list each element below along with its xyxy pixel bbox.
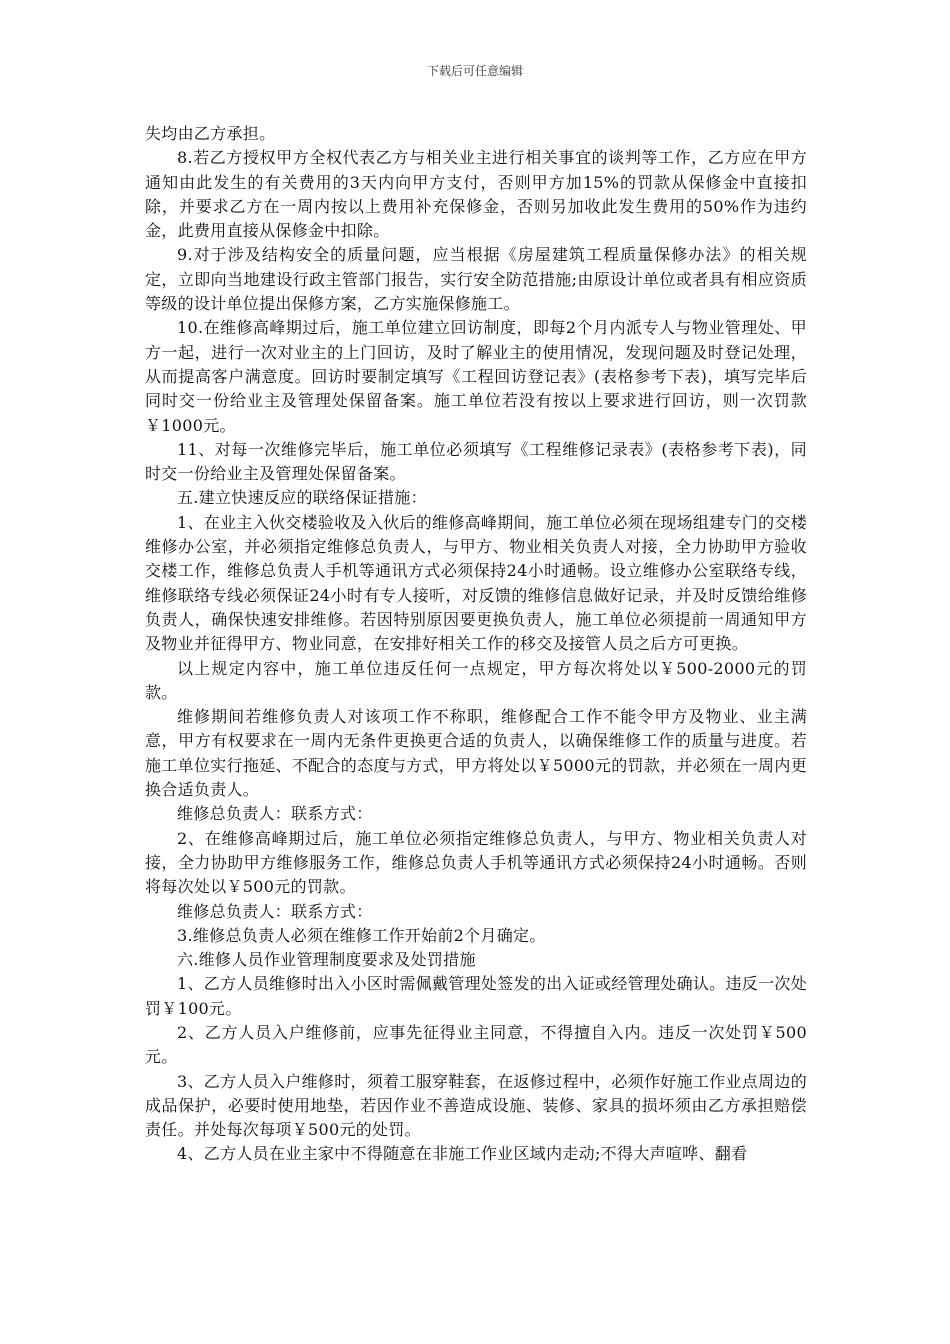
section-heading-5: 五.建立快速反应的联络保证措施：: [177, 488, 427, 508]
paragraph-5-2: 2、在维修高峰期过后，施工单位必须指定维修总负责人，与甲方、物业相关负责人对接，全力协助甲方维修服务工作，维修总负责人手机等通讯方式必须保持24小时通畅。否则将每次处以￥500元的罚款。: [145, 828, 807, 897]
paragraph-5-1: 1、在业主入伙交楼验收及入伙后的维修高峰期间，施工单位必须在现场组建专门的交楼维修办公室，并必须指定维修总负责人，与甲方、物业相关负责人对接，全力协助甲方验收交楼工作，维修总负责人手机等通讯方式必须保持24小时通畅。设立维修办公室联络专线，维修联络专线必须保证24小时有专人接听，对反馈的维修信息做好记录，并及时反馈给维修负责人，确保快速安排维修。若因特别原因要更换负责人，施工单位必须提前一周通知甲方及物业并征得甲方、物业同意，在安排好相关工作的移交及接管人员之后方可更换。: [145, 512, 807, 654]
section-heading-6: 六.维修人员作业管理制度要求及处罚措施: [177, 950, 476, 970]
contact-line: 维修总负责人：联系方式：: [177, 804, 373, 824]
paragraph-penalty-rule: 以上规定内容中，施工单位违反任何一点规定，甲方每次将处以￥500-2000元的罚款。: [145, 658, 807, 702]
paragraph-item-8: 8.若乙方授权甲方全权代表乙方与相关业主进行相关事宜的谈判等工作，乙方应在甲方通知由此发生的有关费用的3天内向甲方支付，否则甲方加15%的罚款从保修金中直接扣除，并要求乙方在一周内按以上费用补充保修金，否则另加收此发生费用的50%作为违约金，此费用直接从保修金中扣除。: [145, 148, 807, 241]
paragraph-item-9: 9.对于涉及结构安全的质量问题，应当根据《房屋建筑工程质量保修办法》的相关规定，立即向当地建设行政主管部门报告，实行安全防范措施;由原设计单位或者具有相应资质等级的设计单位提出保修方案，乙方实施保修施工。: [145, 245, 807, 314]
paragraph-item-11: 11、对每一次维修完毕后，施工单位必须填写《工程维修记录表》(表格参考下表)，同时交一份给业主及管理处保留备案。: [145, 439, 807, 484]
paragraph-continuation: 失均由乙方承担。: [145, 124, 276, 143]
page-header: 下载后可任意编辑: [426, 64, 523, 78]
paragraph-6-3: 3、乙方人员入户维修时，须着工服穿鞋套，在返修过程中，必须作好施工作业点周边的成品保护，必要时使用地垫，若因作业不善造成设施、装修、家具的损坏须由乙方承担赔偿责任。并处每次每项￥500元的处罚。: [145, 1071, 807, 1140]
paragraph-6-2: 2、乙方人员入户维修前，应事先征得业主同意，不得擅自入内。违反一次处罚￥500元。: [145, 1022, 807, 1067]
paragraph-6-1: 1、乙方人员维修时出入小区时需佩戴管理处签发的出入证或经管理处确认。违反一次处罚￥100元。: [145, 974, 807, 1018]
paragraph-item-10: 10.在维修高峰期过后，施工单位建立回访制度，即每2个月内派专人与物业管理处、甲方一起，进行一次对业主的上门回访，及时了解业主的使用情况，发现问题及时登记处理，从而提高客户满意度。回访时要制定填写《工程回访登记表》(表格参考下表)，填写完毕后同时交一份给业主及管理处保留备案。施工单位若没有按以上要求进行回访，则一次罚款￥1000元。: [145, 318, 807, 435]
contact-line: 维修总负责人：联系方式：: [177, 901, 373, 921]
paragraph-6-4: 4、乙方人员在业主家中不得随意在非施工作业区域内走动;不得大声喧哗、翻看: [177, 1144, 748, 1164]
document-body: [145, 122, 807, 1167]
paragraph-replacement-rule: 维修期间若维修负责人对该项工作不称职，维修配合工作不能令甲方及物业、业主满意，甲方有权要求在一周内无条件更换更合适的负责人，以确保维修工作的质量与进度。若施工单位实行拖延、不配合的态度与方式，甲方将处以￥5000元的罚款，并必须在一周内更换合适负责人。: [145, 707, 807, 800]
paragraph-5-3: 3.维修总负责人必须在维修工作开始前2个月确定。: [177, 925, 546, 945]
